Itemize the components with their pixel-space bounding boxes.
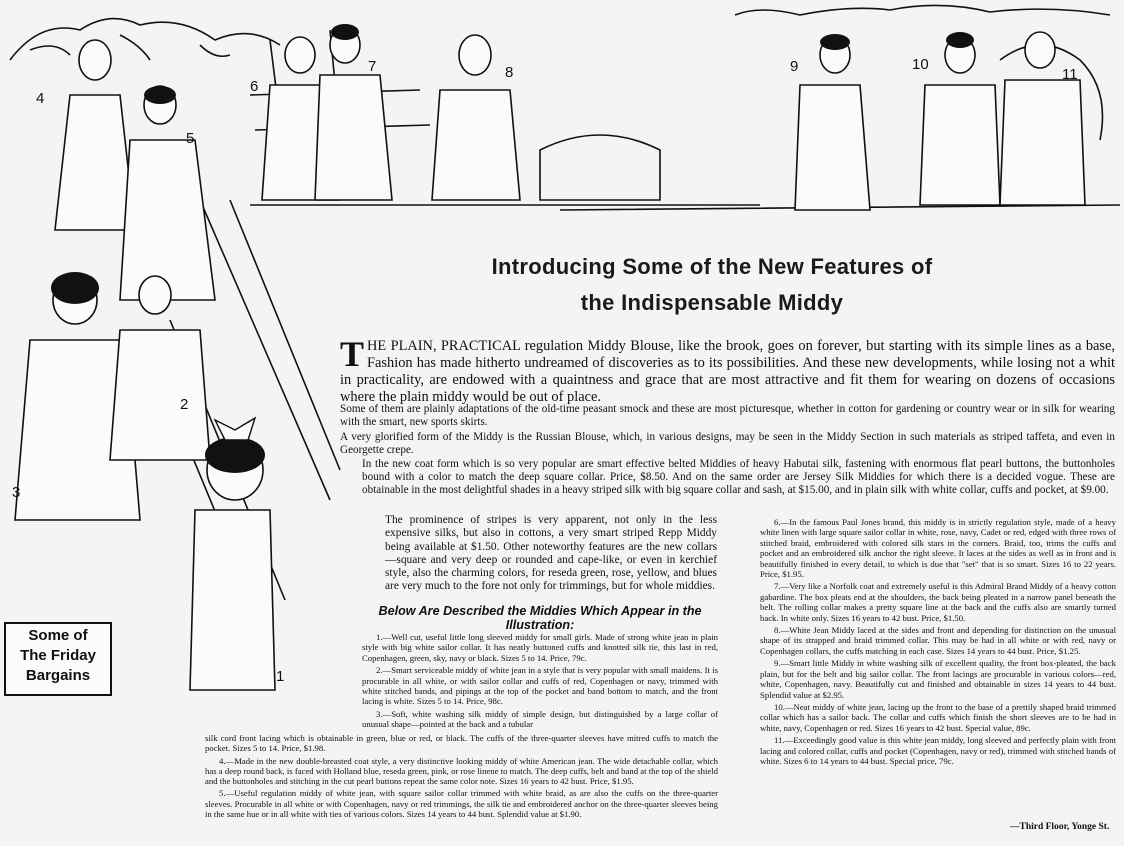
paragraph-stripes: The prominence of stripes is very apparent, not only in the less expensive silks, but also in cottons, a very smart striped Repp Middy being available at $1.50. Other noteworthy features are the new collars—square and very deep or rounded and cape-like, or even in kerchief style, also the charming colors, for reseda green, rose, yellow, and blues are very much to the fore not only for trimmings, but for whole middies.	[385, 514, 717, 593]
figure-number-11: 11	[1062, 66, 1078, 83]
headline-line-2: the Indispensable Middy	[580, 290, 844, 315]
list-item: 6.—In the famous Paul Jones brand, this middy is in strictly regulation style, made of a heavy white linen with large square sailor collar in white, rose, navy, Cadet or red, edged with three rows of stitched braid, embroidered with colored silk stars in the corners. Braid, too, trims the cuffs and pocket and an embroidered silk anchor the right sleeve. It laces at the sides as well as in front and is beautifully finished in every detail, to which is due that "set" that is so smart. Sizes 16 to 22 years. Price, $1.95.	[760, 517, 1116, 580]
figure-number-5: 5	[186, 130, 195, 147]
list-item: 8.—White Jean Middy laced at the sides and front and depending for distinction on the unusual shape of its strapped and braid trimmed collar. This may be had in all white or with red, navy or Copenhagen collars, the cuffs matching in each case. Sizes 14 years to 44 bust. Price, $1.25.	[760, 625, 1116, 656]
list-item: 9.—Smart little Middy in white washing silk of excellent quality, the front box-pleated, the back plain, but for the belt and big sailor collar. The front lacings are procurable in various colors—red, white, Copenhagen, navy. Beautifully cut and finished and obtainable in sizes 14 years to 44 bust. Splendid value at $2.95.	[760, 658, 1116, 700]
list-item: 1.—Well cut, useful little long sleeved middy for small girls. Made of strong white jean in plain style with big white sailor collar. It has neatly buttoned cuffs and knotted silk tie, this last in red, Copenhagen, green, sky, navy or black. Sizes 5 to 14. Price, 79c.	[362, 632, 718, 663]
figure-number-3: 3	[12, 484, 21, 501]
list-item: 5.—Useful regulation middy of white jean, with square sailor collar trimmed with white braid, as are also the cuffs on the three-quarter sleeves. Procurable in all white or with Copenhagen, navy or red trimmings, the silk tie and embroidered anchor on the three-quarter sleeves being in the same hue or in all white with ties of various colors. Sizes 14 years to 44 bust. Splendid value at $1.90.	[205, 788, 718, 820]
list-item: 7.—Very like a Norfolk coat and extremely useful is this Admiral Brand Middy of a heavy cotton gabardine. The box pleats end at the shoulders, the back being pleated in a narrow panel beneath the belt. The rolling collar makes a pretty square line at the back and the cuffs also are smartly turned back. In white only. Sizes 16 years to 42 bust. Price, $1.50.	[760, 581, 1116, 623]
figure-number-1: 1	[276, 668, 285, 685]
item-list-left	[362, 632, 718, 732]
list-item: 4.—Made in the new double-breasted coat style, a very distinctive looking middy of white American jean. The wide detachable collar, which has a deep round back, is faced with Holland blue, reseda green, pink, or rose linene to match. The deep cuffs, belt and band at the top of the shield and the buttonholes and stitching in the cut pearl buttons repeat the same color note. Sizes 16 years to 42 bust. Price, $1.95.	[205, 755, 718, 787]
list-item: 2.—Smart serviceable middy of white jean in a style that is very popular with small maidens. It is procurable in all white, or with sailor collar and cuffs of red, Copenhagen or navy, trimmed with white stitched bands, and pipings at the top of the pocket and band bottom to match, and the front lacing is white. Sizes 5 to 14. Price, 98c.	[362, 665, 718, 707]
friday-bargains-box	[4, 622, 112, 696]
bargain-line-3: Bargains	[25, 667, 91, 684]
item-list-lower	[205, 733, 718, 821]
bargain-line-1: Some of	[28, 627, 88, 644]
paragraph-peasant-smock: Some of them are plainly adaptations of the old-time peasant smock and these are most picturesque, whether in cotton for gardening or country wear or in silk for wearing with the smart, new sports skirts.	[340, 403, 1115, 428]
figure-number-9: 9	[790, 58, 799, 75]
list-item: 10.—Neat middy of white jean, lacing up the front to the base of a prettily shaped braid trimmed collar which has a sailor back. The collar and cuffs which finish the short sleeves are to be had in white, navy, Copenhagen or red. Sizes 16 years to 42 bust. Special value, 89c.	[760, 701, 1116, 733]
store-location: —Third Floor, Yonge St.	[1010, 822, 1110, 832]
figure-number-6: 6	[250, 78, 259, 95]
bargain-line-2: The Friday	[20, 647, 96, 664]
figure-number-4: 4	[36, 90, 45, 107]
list-item: 3.—Soft, white washing silk middy of simple design, but distinguished by a large collar of unusual shape—pointed at the back and a tubular	[362, 708, 718, 730]
list-item: silk cord front lacing which is obtainable in green, blue or red, or black. The cuffs of the three-quarter sleeves have mitred cuffs to match the pocket. Sizes 5 to 14. Price, $1.98.	[205, 733, 718, 754]
intro-paragraph	[340, 334, 1115, 406]
list-item: 11.—Exceedingly good value is this white jean middy, long sleeved and perfectly plain with front lacing and colored collar, cuffs and pocket (Copenhagen, navy or red), trimmed with stitched bands of white. Sizes 6 to 14 years to 44 bust. Special price, 79c.	[760, 735, 1116, 766]
headline-line-1: Introducing Some of the New Features of	[491, 254, 933, 279]
figure-number-7: 7	[368, 58, 377, 75]
paragraph-coat-form: In the new coat form which is so very popular are smart effective belted Middies of heavy Habutai silk, fastening with enormous flat pearl buttons, the buttonholes bound with a color to match the deep square collar. Price, $8.50. And on the same order are Jersey Silk Middies for which there is a decided vogue. These are obtainable in the most delightful shades in a heavy striped silk with big square collar and sash, at $15.00, and in plain silk with white collar, cuffs and pocket, at $9.00.	[362, 458, 1115, 496]
figure-number-10: 10	[912, 56, 929, 73]
items-subhead: Below Are Described the Middies Which Appear in the Illustration:	[378, 604, 702, 632]
drop-cap: T	[340, 334, 365, 374]
intro-text: HE PLAIN, PRACTICAL regulation Middy Blouse, like the brook, goes on forever, but starting with its simple lines as a base, Fashion has made hitherto undreamed of discoveries as to its possibilities. And these new developments, while losing not a whit in practicality, are endowed with a quaintness and grace that are most attractive and fit them for wearing on dozens of occasions where the plain middy would be out of place.	[340, 338, 1115, 405]
headline	[340, 254, 1084, 316]
figure-number-8: 8	[505, 64, 514, 81]
figure-number-2: 2	[180, 396, 189, 413]
paragraph-russian-blouse: A very glorified form of the Middy is the Russian Blouse, which, in various designs, may be seen in the Middy Section in such materials as striped taffeta, and even in Georgette crepe.	[340, 431, 1115, 456]
item-list-right	[760, 517, 1116, 768]
